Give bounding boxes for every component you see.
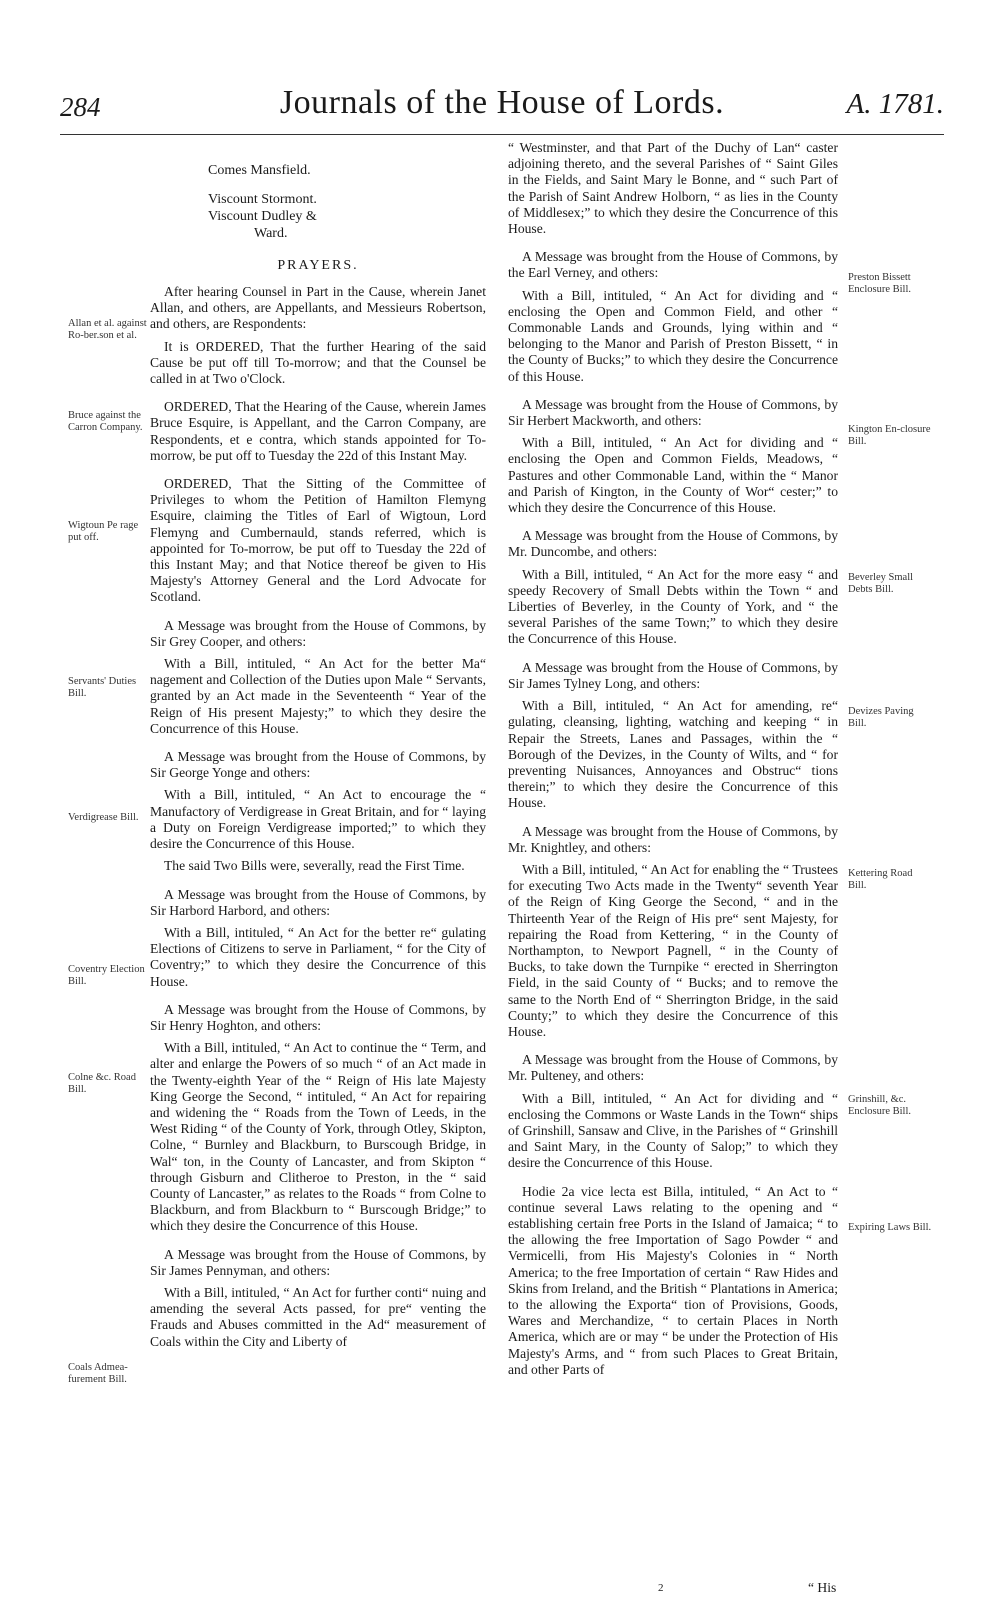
paragraph: With a Bill, intituled, “ An Act for dividing and “ enclosing the Open and Common Fields, Meadows, “ Pastures and other Commonable Land, within the “ Manor and Parish of Kington, in the County of Wor“ cester;” to which they desire the Concurrence of this House. (508, 435, 838, 516)
paragraph: With a Bill, intituled, “ An Act for further conti“ nuing and amending the several Acts passed, for pre“ venting the Frauds and Abuses committed in the Ad“ measurement of Coals within the City and Liberty of (150, 1284, 486, 1349)
margin-note: Beverley Small Debts Bill. (848, 572, 914, 595)
attendance-list (150, 162, 486, 242)
header-rule (60, 134, 944, 135)
margin-note: Wigtoun Pe rage put off. (68, 520, 139, 543)
paragraph: A Message was brought from the House of Commons, by Sir Henry Hoghton, and others: (150, 1001, 486, 1033)
margin-note: Kington En-closure Bill. (848, 424, 931, 447)
paragraph: It is ORDERED, That the further Hearing of the said Cause be put off till To-morrow; and that the Counsel be called in at Two o'Clock. (150, 338, 486, 387)
page-number: 284 (60, 92, 101, 122)
margin-note: Devizes Paving Bill. (848, 706, 914, 729)
paragraph: With a Bill, intituled, “ An Act for dividing and “ enclosing the Open and Common Field, and other “ Commonable Lands and Grounds, lying within and “ belonging to the Manor and Parish of Preston Bissett, “ in the County of Bucks;” to which they desire the Concurrence of this House. (508, 287, 838, 384)
paragraph: A Message was brought from the House of Commons, by the Earl Verney, and others: (508, 249, 838, 281)
paragraph: A Message was brought from the House of Commons, by Sir James Pennyman, and others: (150, 1246, 486, 1278)
paragraph: A Message was brought from the House of Commons, by Sir Herbert Mackworth, and others: (508, 396, 838, 429)
paragraph: With a Bill, intituled, “ An Act for dividing and “ enclosing the Commons or Waste Lands in the Town“ ships of Grinshill, Sansaw and Clive, in the Parishes of “ Grinshill and Saint Mary, in the County of Salop;” to which they desire the Concurrence of this House. (508, 1090, 838, 1171)
paragraph: ORDERED, That the Hearing of the Cause, wherein James Bruce Esquire, is Appellant, and the Carron Company, are Respondents, et e contra, which stands appointed for To-morrow, be put off to Tuesday the 22d of this Instant May. (150, 399, 486, 463)
paragraph: With a Bill, intituled, “ An Act for enabling the “ Trustees for executing Two Acts made in the Twenty“ seventh Year of the Reign of King George the Second, “ and in the Thirteenth Year of the Reign of His pre“ sent Majesty, for repairing the Road from Kettering, “ in the County of Northampton, to Newport Pagnell, “ in the County of Bucks, to take down the Turnpike “ erected in Sherrington Field, in the said County of “ Bucks; and to remove the same to the North End of “ Sherrington Bridge, in the said County;” to which they desire the Concurrence of this House. (508, 861, 838, 1039)
page-header (60, 84, 944, 130)
margin-note: Grinshill, &c. Enclosure Bill. (848, 1094, 911, 1117)
left-column (150, 140, 486, 1362)
margin-note: Bruce against the Carron Company. (68, 410, 143, 433)
margin-note: Preston Bissett Enclosure Bill. (848, 272, 911, 295)
paragraph: Hodie 2a vice lecta est Billa, intituled, “ An Act to “ continue several Laws relating to the opening and “ establishing certain free Ports in the Island of Jamaica; “ to the allowing the free Importation of Sago Powder “ and Vermicelli, from His Majesty's Colonies in “ North America; to the free Importation of certain “ Raw Hides and Skins from Ireland, and the British “ Plantations in America; to the allowing the Exporta“ tion of Provisions, Goods, Wares and Merchandize, “ to certain Places in North America, which are or may “ be under the Protection of His Majesty's Arms, and “ from such Places to Great Britain, and other Parts of (508, 1183, 838, 1377)
paragraph: With a Bill, intituled, “ An Act for the better Ma“ nagement and Collection of the Duties upon Male “ Servants, granted by an Act made in the Seventeenth “ Year of the Reign of His present Majesty;” to which they desire the Concurrence of this House. (150, 656, 486, 736)
attendance-line: Viscount Dudley & (208, 209, 317, 224)
attendance-line: Ward. (254, 226, 288, 241)
margin-note: Kettering Road Bill. (848, 868, 913, 891)
paragraph: With a Bill, intituled, “ An Act for the more easy “ and speedy Recovery of Small Debts within the Town “ and Liberties of Beverley, in the County of York, and “ the several Parishes of the same Town;” to which they desire the Concurrence of this House. (508, 566, 838, 647)
paragraph: A Message was brought from the House of Commons, by Sir James Tylney Long, and others: (508, 659, 838, 691)
paragraph: A Message was brought from the House of Commons, by Mr. Pulteney, and others: (508, 1052, 838, 1084)
margin-note: Verdigrease Bill. (68, 812, 139, 823)
paragraph: ORDERED, That the Sitting of the Committee of Privileges to whom the Petition of Hamilton Flemyng Esquire, claiming the Titles of Earl of Wigtoun, Lord Flemyng and Cumbernauld, stands referred, which is appointed for To-morrow, be put off to Tuesday the 22d of this Instant May; and that Notice thereof be given to His Majesty's Attorney General and the Lord Advocate for Scotland. (150, 476, 486, 605)
margin-note: Allan et al. against Ro-ber.son et al. (68, 318, 147, 341)
catchword: “ His (808, 1580, 837, 1595)
margin-note: Colne &c. Road Bill. (68, 1072, 136, 1095)
paragraph: “ Westminster, and that Part of the Duchy of Lan“ caster adjoining thereto, and the several Parishes of “ Saint Giles in the Fields, and Saint Mary le Bonne, and “ such Part of the Parish of Saint Andrew Holborn, “ as lies in the County of Middlesex;” to which they desire the Concurrence of this House. (508, 140, 838, 237)
paragraph: A Message was brought from the House of Commons, by Mr. Duncombe, and others: (508, 528, 838, 560)
signature-mark: 2 (658, 1582, 664, 1594)
margin-note: Expiring Laws Bill. (848, 1222, 932, 1233)
prayers-heading: PRAYERS. (277, 258, 359, 273)
paragraph: A Message was brought from the House of Commons, by Mr. Knightley, and others: (508, 823, 838, 855)
paragraph: With a Bill, intituled, “ An Act for amending, re“ gulating, cleansing, lighting, watching and keeping “ in Repair the Streets, Lanes and Passages, within the “ Borough of the Devizes, in the County of Wilts, and “ for preventing Nuisances, Annoyances and Obstruc“ tions therein;” to which they desire the Concurrence of this House. (508, 698, 838, 811)
margin-note: Coventry Election Bill. (68, 964, 145, 987)
paragraph: With a Bill, intituled, “ An Act for the better re“ gulating Elections of Citizens to serve in Parliament, “ for the City of Coventry;” to which they desire the Concurrence of this House. (150, 924, 486, 989)
paragraph: A Message was brought from the House of Commons, by Sir Grey Cooper, and others: (150, 617, 486, 649)
paragraph: With a Bill, intituled, “ An Act to continue the “ Term, and alter and enlarge the Powers of so much “ of an Act made in the Twenty-eighth Year of the “ Reign of His late Majesty King George the Second, “ intituled, “ An Act for repairing and widening the “ Roads from the Town of Leeds, in the West Riding “ of the County of York, through Otley, Skipton, Colne, “ Burnley and Blackburn, to Burscough Bridge, in Wal“ ton, in the County of Lancaster, and from Skipton “ through Gisburn and Clitheroe to Preston, in the “ said County of Lancaster,” as relates to the Roads “ from Colne to Blackburn, and from Blackburn to “ Burscough Bridge;” to which they desire the Concurrence of this House. (150, 1040, 486, 1234)
paragraph: The said Two Bills were, severally, read the First Time. (164, 858, 465, 874)
attendance-line: Viscount Stormont. (208, 192, 317, 207)
running-head: Journals of the House of Lords. (279, 84, 725, 121)
margin-note: Servants' Duties Bill. (68, 676, 137, 699)
paragraph: A Message was brought from the House of Commons, by Sir Harbord Harbord, and others: (150, 886, 486, 918)
attendance-line: Comes Mansfield. (208, 163, 311, 178)
paragraph: After hearing Counsel in Part in the Cause, wherein Janet Allan, and others, are Appellants, and Messieurs Robertson, and others, are Respondents: (150, 284, 486, 332)
paragraph: With a Bill, intituled, “ An Act to encourage the “ Manufactory of Verdigrease in Great Britain, and for “ laying a Duty on Foreign Verdigrease imported;” to which they desire the Concurrence of this House. (150, 787, 486, 852)
right-column (508, 140, 838, 1390)
year-heading: A. 1781. (846, 88, 944, 120)
paragraph: A Message was brought from the House of Commons, by Sir George Yonge and others: (150, 749, 486, 781)
margin-note: Coals Admea-furement Bill. (68, 1362, 128, 1385)
